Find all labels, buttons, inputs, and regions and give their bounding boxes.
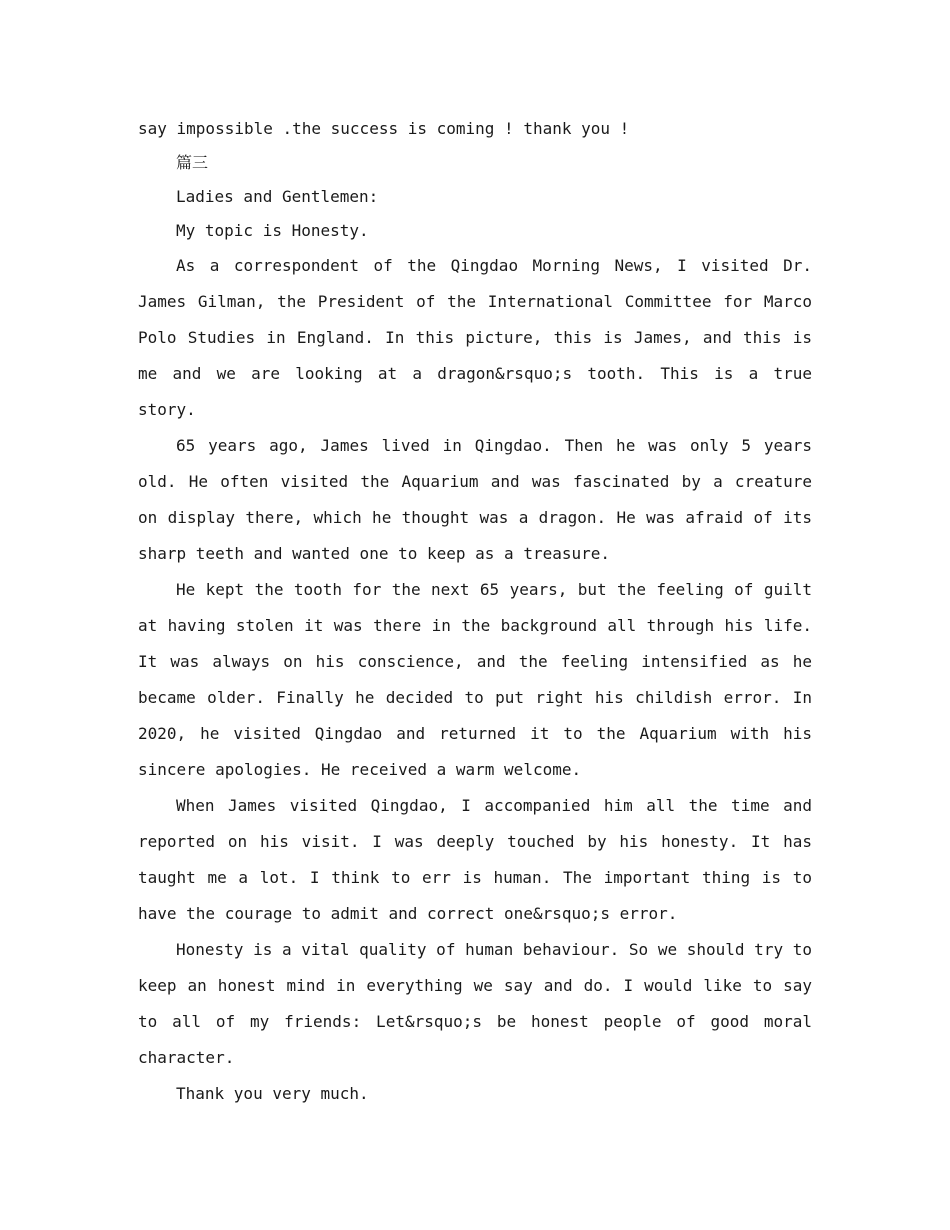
- closing-line: Thank you very much.: [176, 1084, 369, 1103]
- greeting: Ladies and Gentlemen:: [176, 187, 379, 206]
- topic-line: My topic is Honesty.: [176, 221, 369, 240]
- paragraph-visit: When James visited Qingdao, I accompanied him all the time and reported on his visit. I was deeply touched by his honesty. It has taught me a lot. I think to err is human. The important thing is to have the courage to admit and correct one&rsquo;s error.: [138, 796, 812, 923]
- paragraph-childhood: 65 years ago, James lived in Qingdao. Then he was only 5 years old. He often visited the Aquarium and was fascinated by a creature on display there, which he thought was a dragon. He was afraid of its sharp teeth and wanted one to keep as a treasure.: [138, 436, 812, 563]
- document-body: [138, 112, 812, 1112]
- continuation-line: say impossible .the success is coming ! thank you !: [138, 119, 630, 138]
- paragraph-return: He kept the tooth for the next 65 years, but the feeling of guilt at having stolen it was there in the background all through his life. It was always on his conscience, and the feeling intensified as he became older. Finally he decided to put right his childish error. In 2020, he visited Qingdao and returned it to the Aquarium with his sincere apologies. He received a warm welcome.: [138, 580, 812, 779]
- section-heading: 篇三: [176, 153, 209, 172]
- paragraph-correspondent: As a correspondent of the Qingdao Morning News, I visited Dr. James Gilman, the President of the International Committee for Marco Polo Studies in England. In this picture, this is James, and this is me and we are looking at a dragon&rsquo;s tooth. This is a true story.: [138, 256, 812, 419]
- paragraph-conclusion: Honesty is a vital quality of human behaviour. So we should try to keep an honest mind in everything we say and do. I would like to say to all of my friends: Let&rsquo;s be honest people of good moral character.: [138, 940, 812, 1067]
